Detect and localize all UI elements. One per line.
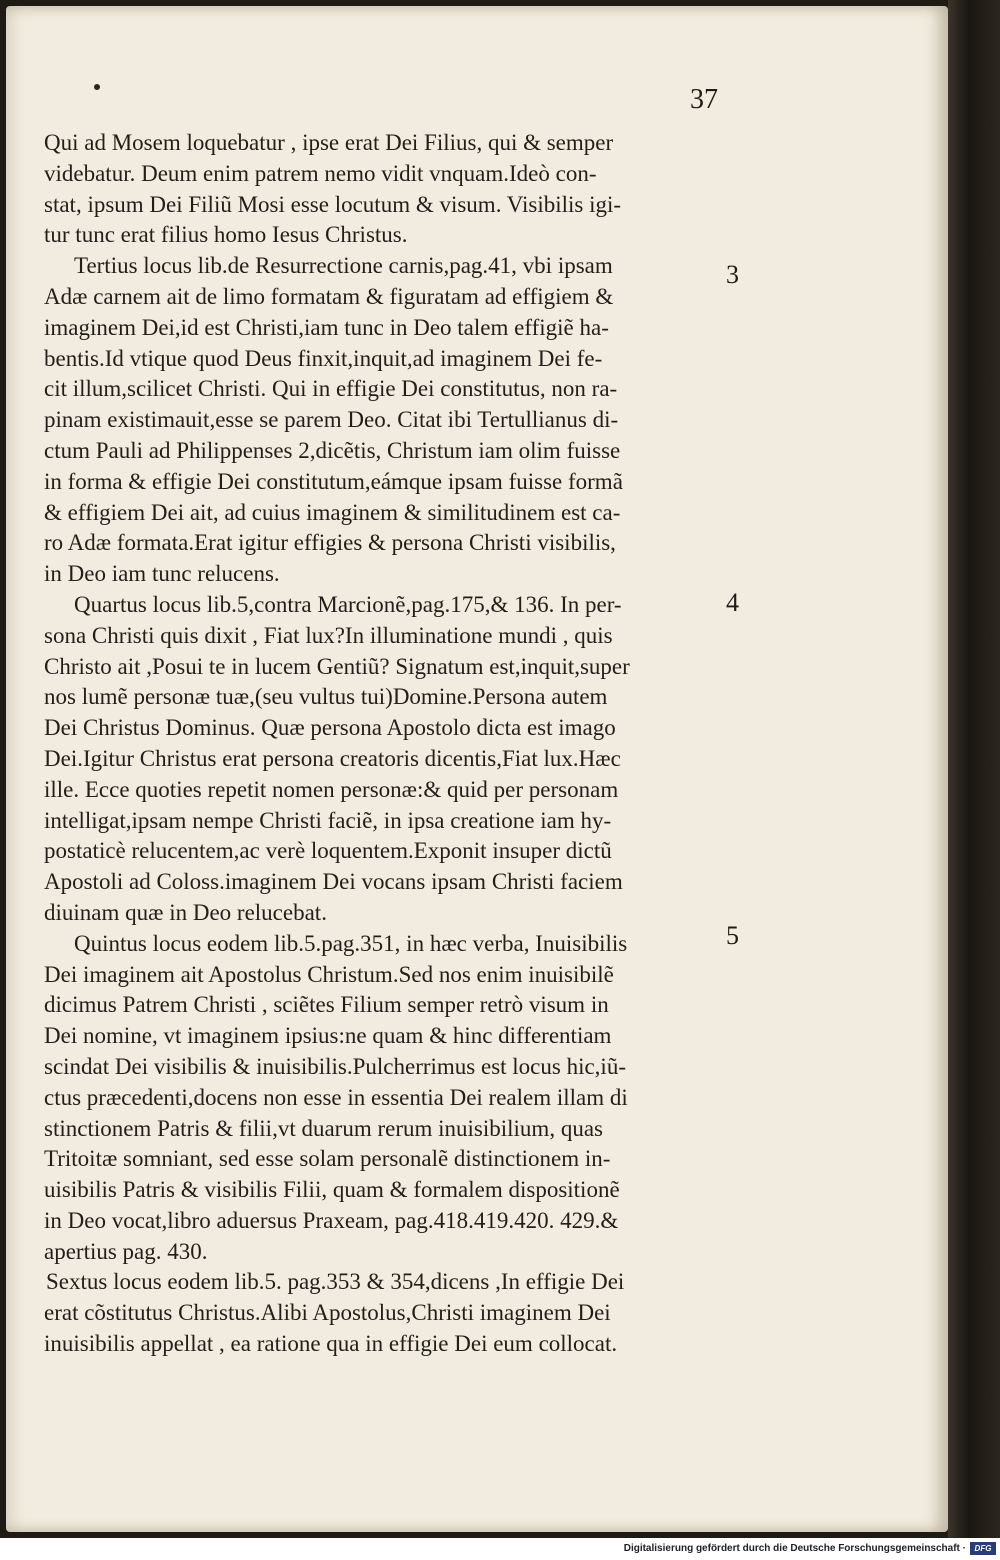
text-line: Apostoli ad Coloss.imaginem Dei vocans ipsam Christi faciem — [44, 869, 623, 895]
text-line: ctus præcedenti,docens non esse in essentia Dei realem illam di — [44, 1084, 628, 1110]
text-line: in forma & effigie Dei constitutum,eámque ipsam fuisse formã — [44, 468, 623, 494]
text-line: Christo ait ,Posui te in lucem Gentiũ? Signatum est,inquit,super — [44, 653, 630, 679]
text-line: Dei imaginem ait Apostolus Christum.Sed nos enim inuisibilẽ — [44, 961, 614, 987]
text-line: videbatur. Deum enim patrem nemo vidit vnquam.Ideò con- — [44, 160, 597, 186]
text-line: Tertius locus lib.de Resurrectione carnis,pag.41, vbi ipsam — [74, 253, 613, 279]
text-line: postaticè relucentem,ac verè loquentem.Exponit insuper dictũ — [44, 838, 612, 864]
text-line: in Deo iam tunc relucens. — [44, 561, 280, 587]
text-line: Dei nomine, vt imaginem ipsius:ne quam & hinc differentiam — [44, 1023, 612, 1049]
text-line: scindat Dei visibilis & inuisibilis.Pulcherrimus est locus hic,iũ- — [44, 1053, 626, 1079]
text-line: Dei Christus Dominus. Quæ persona Apostolo dicta est imago — [44, 715, 616, 741]
text-line: Dei.Igitur Christus erat persona creatoris dicentis,Fiat lux.Hæc — [44, 745, 621, 771]
text-line: sona Christi quis dixit , Fiat lux?In illuminatione mundi , quis — [44, 622, 613, 648]
text-line: & effigiem Dei ait, ad cuius imaginem & similitudinem est ca- — [44, 499, 621, 525]
text-line: stat, ipsum Dei Filiũ Mosi esse locutum & visum. Visibilis igi- — [44, 191, 622, 217]
text-line: in Deo vocat,libro aduersus Praxeam, pag.418.419.420. 429.& — [44, 1207, 619, 1233]
ink-speck — [94, 84, 100, 90]
text-line: nos lumẽ personæ tuæ,(seu vultus tui)Domine.Persona autem — [44, 684, 608, 710]
text-line: tur tunc erat filius homo Iesus Christus. — [44, 222, 408, 248]
text-line: erat cõstitutus Christus.Alibi Apostolus,Christi imaginem Dei — [44, 1300, 611, 1326]
text-line: Tritoitæ somniant, sed esse solam personalẽ distinctionem in- — [44, 1146, 611, 1172]
text-line: Qui ad Mosem loquebatur , ipse erat Dei Filius, qui & semper — [44, 130, 614, 155]
page-number: 37 — [690, 84, 718, 115]
margin-number: 5 — [726, 921, 739, 950]
text-line: Quintus locus eodem lib.5.pag.351, in hæc verba, Inuisibilis — [74, 930, 628, 956]
body-text — [44, 128, 722, 1360]
text-line: dicimus Patrem Christi , sciẽtes Filium semper retrò visum in — [44, 992, 609, 1018]
text-line: ro Adæ formata.Erat igitur effigies & persona Christi visibilis, — [44, 530, 616, 556]
text-line: ille. Ecce quoties repetit nomen personæ:& quid per personam — [44, 776, 619, 802]
text-line: Quartus locus lib.5,contra Marcionẽ,pag.175,& 136. In per- — [74, 591, 622, 617]
text-line: uisibilis Patris & visibilis Filii, quam & formalem dispositionẽ — [44, 1177, 620, 1203]
text-line: apertius pag. 430. — [44, 1238, 208, 1264]
footer — [0, 1538, 1000, 1560]
text-line: Adæ carnem ait de limo formatam & figuratam ad effigiem & — [44, 283, 614, 309]
text-line: Sextus locus eodem lib.5. pag.353 & 354,dicens ,In effigie Dei — [46, 1269, 625, 1295]
text-line: stinctionem Patris & filii,vt duarum rerum inuisibilium, quas — [44, 1115, 603, 1141]
margin-number: 4 — [726, 588, 739, 617]
text-line: imaginem Dei,id est Christi,iam tunc in Deo talem effigiẽ ha- — [44, 314, 609, 340]
book-edge — [948, 0, 1000, 1538]
text-line: pinam existimauit,esse se parem Deo. Citat ibi Tertullianus di- — [44, 407, 619, 433]
text-line: inuisibilis appellat , ea ratione qua in effigie Dei eum collocat. — [44, 1331, 618, 1357]
text-line: ctum Pauli ad Philippenses 2,dicẽtis, Christum iam olim fuisse — [44, 437, 621, 463]
margin-number: 3 — [726, 260, 739, 289]
dfg-logo: DFG — [970, 1542, 996, 1555]
text-line: cit illum,scilicet Christi. Qui in effigie Dei constitutus, non ra- — [44, 376, 618, 402]
text-line: bentis.Id vtique quod Deus finxit,inquit,ad imaginem Dei fe- — [44, 345, 603, 371]
text-line: intelligat,ipsam nempe Christi faciẽ, in ipsa creatione iam hy- — [44, 807, 612, 833]
text-line: diuinam quæ in Deo relucebat. — [44, 899, 327, 925]
funding-credit: Digitalisierung gefördert durch die Deutsche Forschungsgemeinschaft · — [623, 1543, 966, 1554]
